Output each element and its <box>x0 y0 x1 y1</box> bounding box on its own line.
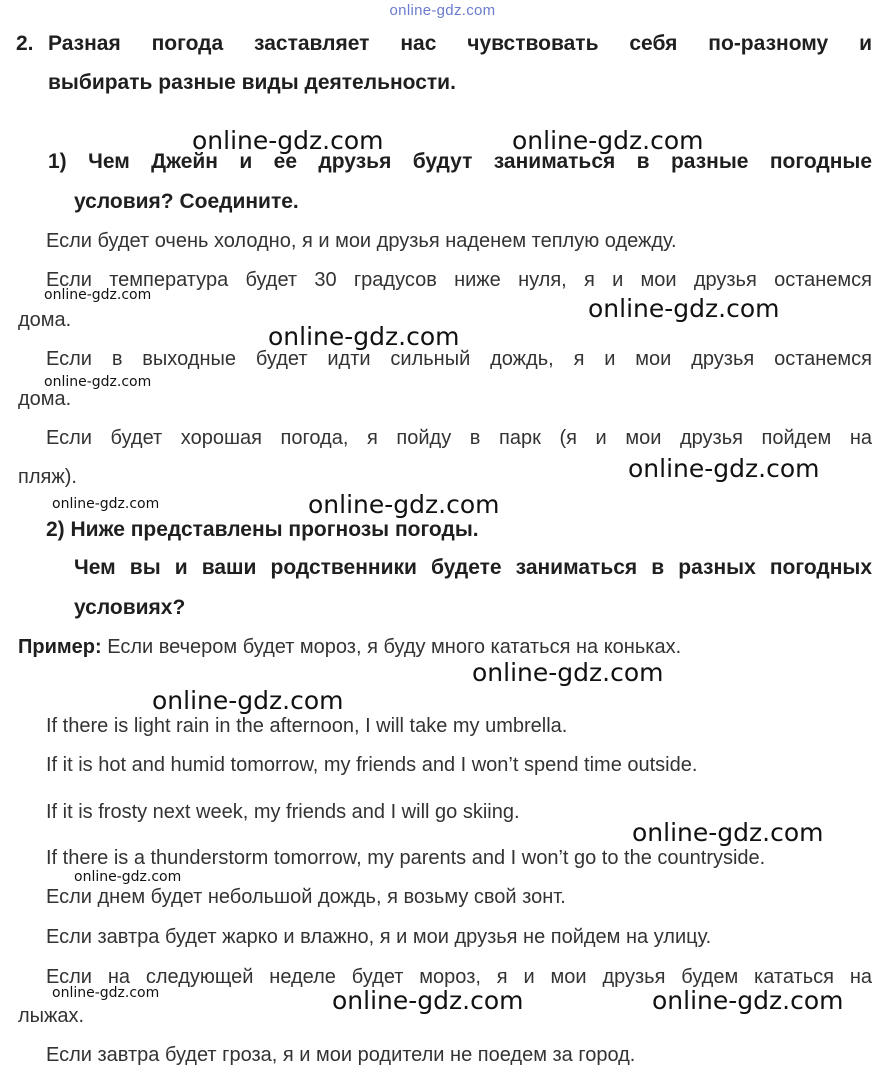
example-line <box>18 636 681 659</box>
watermark: online-gdz.com <box>632 818 824 847</box>
answer-line: дома. <box>18 388 72 410</box>
watermark: online-gdz.com <box>268 322 460 351</box>
example-text: Если вечером будет мороз, я буду много кататься на коньках. <box>107 636 682 658</box>
task-title-line1: Разная погода заставляет нас чувствовать себя по-разному и <box>48 32 872 55</box>
watermark: online-gdz.com <box>512 126 704 155</box>
part1-heading-line1: 1) Чем Джейн и ее друзья будут заниматься в разные погодные <box>48 150 872 173</box>
english-answer: If it is hot and humid tomorrow, my friends and I won’t spend time outside. <box>46 754 698 776</box>
example-label: Пример: <box>18 636 102 658</box>
russian-answer: лыжах. <box>18 1005 85 1027</box>
part2-heading-line3: условиях? <box>74 596 186 619</box>
watermark: online-gdz.com <box>652 986 844 1015</box>
watermark-small: online-gdz.com <box>44 374 152 390</box>
russian-answer: Если завтра будет жарко и влажно, я и мои друзья не пойдем на улицу. <box>46 926 712 948</box>
watermark: online-gdz.com <box>152 686 344 715</box>
task-title-line2: выбирать разные виды деятельности. <box>48 71 456 94</box>
part1-heading-line2: условия? Соедините. <box>74 190 299 213</box>
watermark: online-gdz.com <box>472 658 664 687</box>
watermark-small: online-gdz.com <box>44 287 152 303</box>
watermark-small: online-gdz.com <box>52 496 160 512</box>
russian-answer: Если завтра будет гроза, я и мои родители не поедем за город. <box>46 1044 636 1066</box>
english-answer: If there is light rain in the afternoon, I will take my umbrella. <box>46 715 568 737</box>
russian-answer: Если днем будет небольшой дождь, я возьму свой зонт. <box>46 886 566 908</box>
answer-line: Если будет очень холодно, я и мои друзья наденем теплую одежду. <box>46 230 677 252</box>
watermark-small: online-gdz.com <box>74 869 182 885</box>
answer-line: Если температура будет 30 градусов ниже нуля, я и мои друзья останемся <box>46 269 872 291</box>
watermark: online-gdz.com <box>308 490 500 519</box>
russian-answer: Если на следующей неделе будет мороз, я и мои друзья будем кататься на <box>46 966 872 988</box>
watermark-small: online-gdz.com <box>52 985 160 1001</box>
task-number: 2. <box>16 32 34 55</box>
part2-heading-line1: 2) Ниже представлены прогнозы погоды. <box>46 518 479 541</box>
english-answer: If it is frosty next week, my friends and I will go skiing. <box>46 801 520 823</box>
answer-line: пляж). <box>18 466 77 488</box>
answer-line: Если будет хорошая погода, я пойду в парк (я и мои друзья пойдем на <box>46 427 872 449</box>
watermark: online-gdz.com <box>332 986 524 1015</box>
top-watermark: online-gdz.com <box>389 2 496 19</box>
english-answer: If there is a thunderstorm tomorrow, my parents and I won’t go to the countryside. <box>46 847 766 869</box>
part2-heading-line2: Чем вы и ваши родственники будете заниматься в разных погодных <box>74 556 872 579</box>
answer-line: Если в выходные будет идти сильный дождь, я и мои друзья останемся <box>46 348 872 370</box>
watermark: online-gdz.com <box>628 454 820 483</box>
watermark: online-gdz.com <box>588 294 780 323</box>
watermark: online-gdz.com <box>192 126 384 155</box>
answer-line: дома. <box>18 309 72 331</box>
